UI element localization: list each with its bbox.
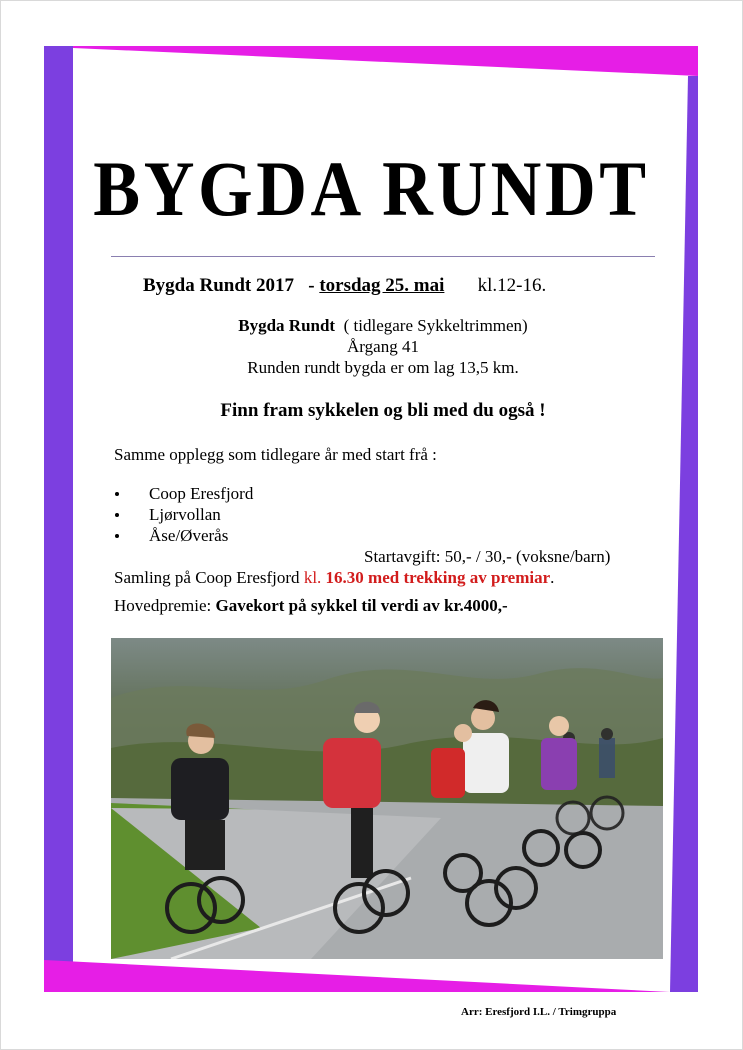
event-line bbox=[143, 276, 546, 295]
start-points-list bbox=[110, 483, 253, 546]
photo-cyclists bbox=[111, 638, 663, 959]
event-date: torsdag 25. mai bbox=[319, 275, 445, 296]
start-intro: Samme opplegg som tidlegare år med start frå : bbox=[114, 445, 437, 464]
main-prize-value: Gavekort på sykkel til verdi av kr.4000,- bbox=[215, 596, 508, 615]
start-point-label: Ljørvollan bbox=[149, 505, 221, 524]
gathering-prefix: Samling på Coop Eresfjord bbox=[114, 568, 300, 587]
start-point-label: Åse/Øverås bbox=[149, 526, 229, 545]
gathering-highlight: 16.30 med trekking av premiar bbox=[325, 568, 551, 587]
intro-route: Runden rundt bygda er om lag 13,5 km. bbox=[247, 358, 519, 377]
organizer-credit: Arr: Eresfjord I.L. / Trimgruppa bbox=[461, 1006, 617, 1018]
event-name-year: Bygda Rundt 2017 bbox=[143, 275, 294, 296]
gathering-line bbox=[114, 569, 554, 586]
title-divider bbox=[111, 256, 655, 257]
call-to-action: Finn fram sykkelen og bli med du også ! bbox=[220, 400, 546, 421]
start-point-label: Coop Eresfjord bbox=[149, 484, 254, 503]
intro-name: Bygda Rundt bbox=[238, 316, 336, 335]
bullet-icon bbox=[115, 513, 119, 517]
intro-former-name: ( tidlegare Sykkeltrimmen) bbox=[343, 316, 528, 335]
intro-edition: Årgang 41 bbox=[347, 337, 419, 356]
start-point-item bbox=[110, 504, 253, 525]
event-time: kl.12-16. bbox=[477, 275, 547, 296]
page-title: BYGDA RUNDT bbox=[93, 145, 650, 232]
main-prize-line bbox=[114, 597, 508, 614]
bullet-icon bbox=[115, 492, 119, 496]
start-fee: Startavgift: 50,- / 30,- (voksne/barn) bbox=[364, 547, 611, 566]
intro-line-1 bbox=[111, 316, 655, 336]
start-point-item bbox=[110, 483, 253, 504]
gathering-suffix: . bbox=[550, 568, 555, 587]
bullet-icon bbox=[115, 534, 119, 538]
main-prize-label: Hovedpremie: bbox=[114, 596, 212, 615]
gathering-kl: kl. bbox=[303, 568, 322, 587]
start-point-item bbox=[110, 525, 253, 546]
event-dash: - bbox=[308, 275, 315, 296]
